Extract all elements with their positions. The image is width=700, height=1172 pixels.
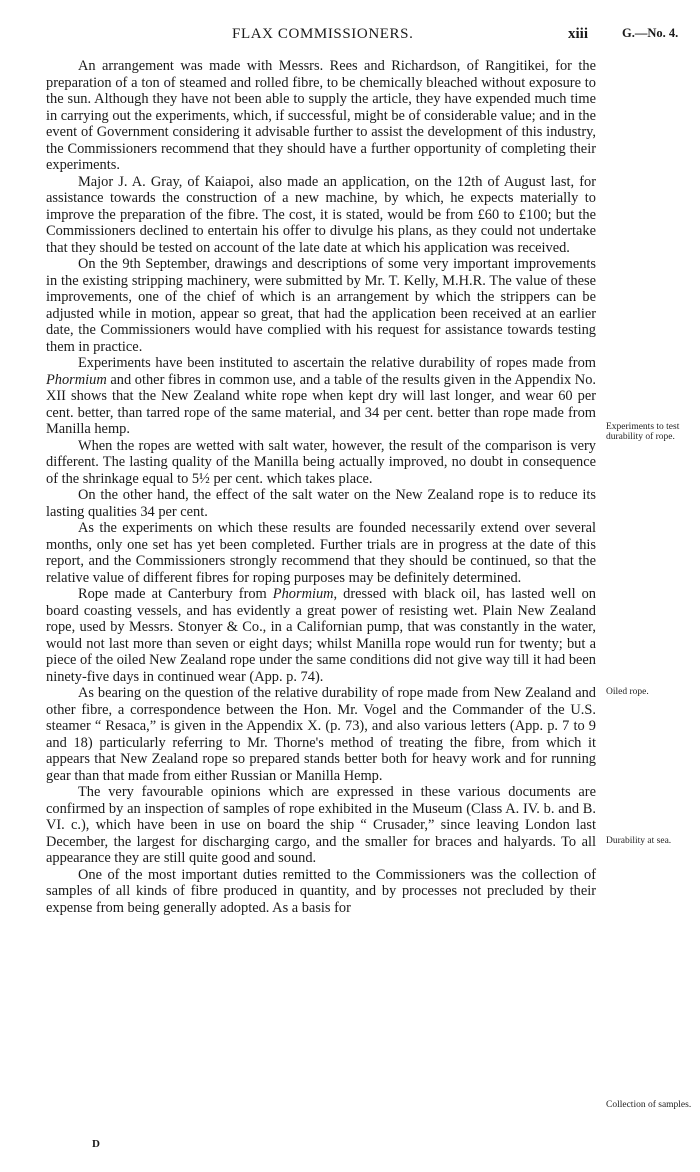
italic-term: Phormium	[46, 371, 107, 388]
paragraph-durability-experiments	[46, 355, 596, 438]
text-run: and other fibres in common use, and a table of the results given in the Appendix No. XII shows that the New Zealand white rope when kept dry will last longer, and wear 60 per cent. better, than tarred rope of the same material, and 34 per cent. better than rope made from Manilla hemp.	[46, 371, 596, 437]
margin-note-collection: Collection of samples.	[606, 1100, 692, 1110]
paragraph-salt-water: When the ropes are wetted with salt water, however, the result of the comparison is very different. The lasting quality of the Manilla being actually improved, no doubt in consequence of the shrinkage equal to 5½ per cent. which takes place.	[46, 437, 596, 487]
text-run: , dressed with black oil, has lasted well on board coasting vessels, and has evidently a great power of resisting wet. Plain New Zealand rope, used by Messrs. Stonyer & Co., in a Californian pump, that was constantly in the water, would not last more than seven or eight days; whilst Manilla rope would run for twenty; but a piece of the oiled New Zealand rope under the same conditions did not give way till it had been ninety-five days in continued wear (App. p. 74).	[46, 586, 596, 685]
page-number: xiii	[568, 26, 589, 42]
margin-note-durability-sea: Durability at sea.	[606, 836, 672, 846]
signature-mark: D	[92, 1138, 100, 1150]
text-run: Rope made at Canterbury from	[78, 586, 273, 602]
paragraph-major-gray: Major J. A. Gray, of Kaiapoi, also made an application, on the 12th of August last, for assistance towards the construction of a new machine, by which, he expects materially to improve the preparation of the fibre. The cost, it is stated, would be from £60 to £100; but the Commissioners declined to entertain his offer to divulge his plans, as they could not undertake that they should be tested on account of the late date at which his application was received.	[46, 173, 596, 256]
document-reference: G.—No. 4.	[622, 26, 679, 40]
paragraph-museum-samples: The very favourable opinions which are expressed in these various documents are confirmed by an inspection of samples of rope exhibited in the Museum (Class A. IV. b. and B. VI. c.), which have been in use on board the ship “ Crusader,” since leaving London last December, the largest for discharging cargo, and the smaller for braces and halyards. To all appearance they are still quite good and sound.	[46, 784, 596, 866]
running-title: FLAX COMMISSIONERS.	[232, 26, 414, 42]
paragraph-durability-at-sea: As bearing on the question of the relative durability of rope made from New Zealand and other fibre, a correspondence between the Hon. Mr. Vogel and the Commander of the U.S. steamer “ Resaca,” is given in the Appendix X. (p. 73), and also various letters (App. p. 7 to 9 and 18) particularly referring to Mr. Thorne's method of treating the fibre, from which it appears that New Zealand rope so prepared stands better both for heavy work and for running gear than that made from either Russian or Manilla Hemp.	[46, 685, 596, 784]
margin-note-experiments: Experiments to test durability of rope.	[606, 422, 680, 442]
margin-note-oiled-rope: Oiled rope.	[606, 687, 649, 697]
paragraph-collection-samples: One of the most important duties remitted to the Commissioners was the collection of samples of all kinds of fibre produced in quantity, and by processes not precluded by their expense from being generally adopted. As a basis for	[46, 866, 596, 916]
italic-term: Phormium	[272, 586, 334, 602]
paragraph-trials-in-progress: As the experiments on which these results are founded necessarily extend over several months, only one set has yet been completed. Further trials are in progress at the date of this report, and the Commissioners strongly recommend that they should be continued, so that the relative value of different fibres for roping purposes may be definitely determined.	[46, 520, 596, 586]
paragraph-rees-richardson: An arrangement was made with Messrs. Rees and Richardson, of Rangitikei, for the preparation of a ton of steamed and rolled fibre, to be chemically bleached without exposure to the sun. Although they have not been able to supply the article, they have expended much time in carrying out the experiments, which, if successful, might be of considerable value; and in the event of Government considering it advisable further to assist the development of this industry, the Commissioners recommend that they should have a further opportunity of completing their experiments.	[46, 58, 596, 173]
body-text	[46, 58, 596, 916]
page-header	[0, 26, 700, 50]
paragraph-oiled-rope	[46, 586, 596, 685]
text-run: Experiments have been instituted to ascertain the relative durability of ropes made from	[78, 355, 596, 371]
paragraph-reduction: On the other hand, the effect of the salt water on the New Zealand rope is to reduce its lasting qualities 34 per cent.	[46, 487, 596, 520]
paragraph-kelly-improvements: On the 9th September, drawings and descriptions of some very important improvements in the existing stripping machinery, were submitted by Mr. T. Kelly, M.H.R. The value of these improvements, one of the chief of which is an arrangement by which the strippers can be adjusted while in motion, appear so great, that had the application been received at an earlier date, the Commissioners would have complied with his request for assistance towards testing them in practice.	[46, 256, 596, 355]
